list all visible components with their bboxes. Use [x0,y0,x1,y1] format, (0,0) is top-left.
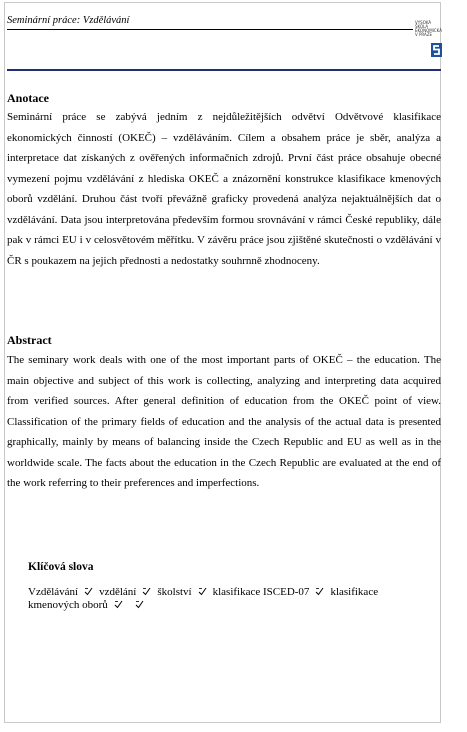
header-rule [7,29,413,30]
checkmark-icon [315,587,324,596]
vse-logo-icon [414,6,442,62]
anotace-heading: Anotace [7,91,49,105]
abstract-heading: Abstract [7,333,52,347]
keyword-item: klasifikace ISCED-07 [212,586,310,598]
abstract-text: The seminary work deals with one of the most important parts of OKEČ – the education. The main objective and subject of this work is collecting, analyzing and interpreting data acquired from verified sources. After general definition of education from the OKEČ point of view. Classification of the primary fields of education and the analysis of the actual data is presented graphically, mainly by means of balancing inside the Czech Republic and EU as well as in the worldwide scale. The facts about the education in the Czech Republic are evaluated at the end of the work referring to their preferences and imperfections. [7,354,441,489]
keywords-heading: Klíčová slova [28,561,94,573]
logo-mark-icon [431,43,442,57]
header-title: Seminární práce: Vzdělávání [7,15,130,26]
keyword-item: vzdělání [99,586,137,598]
checkmark-icon [84,587,93,596]
anotace-text: Seminární práce se zabývá jedním z nejdůležitějších odvětví Odvětvové klasifikace ekonomických činností (OKEČ) – vzděláváním. Cílem a obsahem práce je sběr, analýza a interpretace dat získaných z ověřených informačních zdrojů. První část práce obsahuje obecné vymezení pojmu vzdělávání z hlediska OKEČ a znázornění konstrukce klasifikace kmenových oborů vzdělání. Druhou část tvoří převážně graficky provedená analýza nejaktuálnějších dat o vzdělávání. Data jsou interpretována především formou srovnávání v rámci České republiky, dále pak v rámci EU i v celosvětovém měřítku. V závěru práce jsou zjištěné skutečnosti o vzdělávání v ČR s poukazem na jejich přednosti a nedostatky souhrnně zhodnoceny. [7,111,441,267]
checkmark-icon [135,600,144,609]
keywords-list [28,586,408,611]
section-rule [7,69,441,71]
checkmark-icon [114,600,123,609]
keyword-item: Vzdělávání [28,586,79,598]
checkmark-icon [142,587,151,596]
checkmark-icon [198,587,207,596]
keyword-item: klasifikace kmenových oborů [28,586,379,611]
keyword-item: školství [157,586,192,598]
logo-text: VYSOKÁ ŠKOLA EKONOMICKÁ V PRAZE [415,20,442,37]
